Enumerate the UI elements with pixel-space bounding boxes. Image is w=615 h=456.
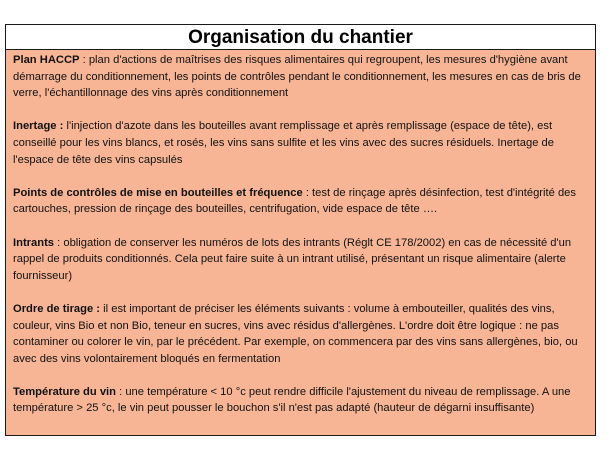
section-label: Points de contrôles de mise en bouteilles et fréquence <box>13 186 303 199</box>
section-text: : une température < 10 °c peut rendre difficile l'ajustement du niveau de remplissage. A une température > 25 °c, le vin peut pousser le bouchon s'il n'est pas adapté (hauteur de dégarni insuffisante) <box>13 385 571 415</box>
section-temperature-du-vin <box>13 384 588 417</box>
section-inertage <box>13 118 588 168</box>
section-text: il est important de préciser les éléments suivants : volume à embouteiller, qualités des vins, couleur, vins Bio et non Bio, teneur en sucres, vins avec résidus d'allergènes. L'ordre doit être logique : ne pas contaminer ou colorer le vin, par le précédent. Par exemple, on commencera par des vins sans allergènes, bio, ou avec des vins volontairement bloqués en fermentation <box>13 302 578 365</box>
section-text: : plan d'actions de maîtrises des risques alimentaires qui regroupent, les mesures d'hygiène avant démarrage du conditionnement, les points de contrôles pendant le conditionnement, les mesures en cas de bris de verre, l'échantillonnage des vins après conditionnement <box>13 54 581 100</box>
document-title: Organisation du chantier <box>188 27 413 48</box>
section-label: Plan HACCP <box>13 54 80 66</box>
section-plan-haccp <box>13 52 588 102</box>
section-text: : test de rinçage après désinfection, test d'intégrité des cartouches, pression de rinçage des bouteilles, centrifugation, vide espace de tête …. <box>13 186 576 216</box>
content-cell <box>6 50 595 435</box>
document-table <box>5 24 596 436</box>
title-row <box>6 25 595 50</box>
section-intrants <box>13 235 588 285</box>
section-text: : obligation de conserver les numéros de lots des intrants (Réglt CE 178/2002) en cas de nécessité d'un rappel de produits conditionnés. Cela peut faire suite à un intrant utilisé, présentant un risque alimentaire (alerte fournisseur) <box>13 236 572 282</box>
section-label: Température du vin <box>13 385 116 398</box>
section-label: Ordre de tirage : <box>13 302 101 315</box>
section-text: l'injection d'azote dans les bouteilles avant remplissage et après remplissage (espace de tête), est conseillé pour les vins blancs, et rosés, les vins sans sulfite et les vins avec des sucres résiduels. Inertage de l'espace de tête des vins capsulés <box>13 120 554 166</box>
section-ordre-de-tirage <box>13 301 588 367</box>
section-label: Inertage : <box>13 120 64 133</box>
section-label: Intrants <box>13 236 55 249</box>
section-points-de-controles <box>13 185 588 218</box>
